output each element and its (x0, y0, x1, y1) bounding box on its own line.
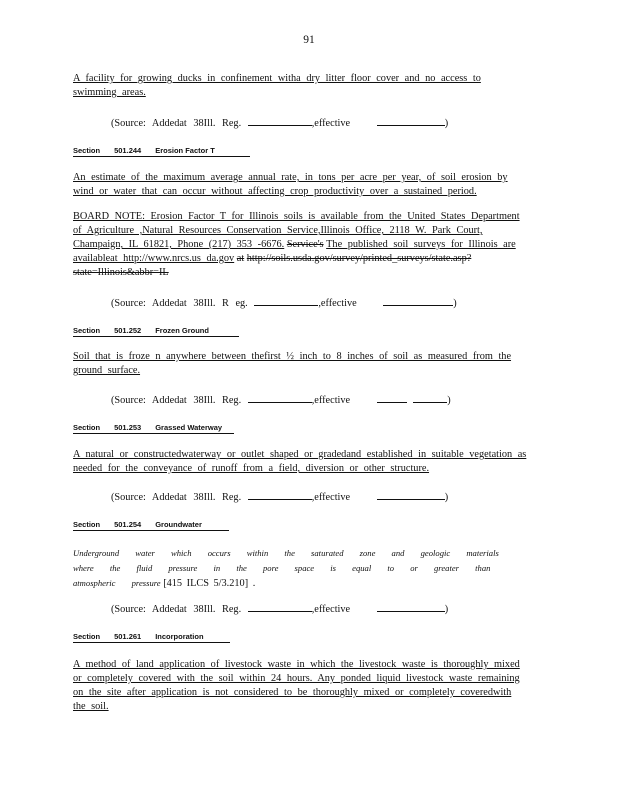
paragraph-duck-facility: A facility for growing ducks in confinement witha dry litter floor cover and no access to swimming areas. (73, 73, 481, 98)
source-line: (Source: Addedat 38Ill. Reg. ,effective ) (111, 118, 449, 129)
source-line: (Source: Addedat 38Ill. Reg. ,effective ) (111, 395, 451, 406)
board-note: BOARD NOTE: Erosion Factor T for Illinois soils is available from the United States Department of Agriculture ,Natural Resources Conservation Service,Illinois Office, 2118 W. Park Court, Champaign, IL 61821, Phone (217) 353 -6676. Service's The published soil surveys for Illinois are availableat http://www.nrcs.us da.gov at http://soils.usda.gov/survey/printed_surveys/state.asp?state=Illinois&abbr=IL (73, 211, 520, 278)
source-line: (Source: Addedat 38Ill. R eg. ,effective ) (111, 298, 457, 309)
source-line: (Source: Addedat 38Ill. Reg. ,effective ) (111, 604, 449, 615)
section-heading-incorporation: Section 501.261 Incorporation (73, 632, 218, 641)
definition-incorporation: A method of land application of livestock waste in which the livestock waste is thoroughly mixed or completely covered with the soil within 24 hours. Any ponded liquid livestock waste remaining on the site after application is not considered to be thoroughly mixed or completely coveredwith the soil. (73, 659, 520, 712)
section-heading-frozen-ground: Section 501.252 Frozen Ground (73, 326, 223, 335)
source-line: (Source: Addedat 38Ill. Reg. ,effective ) (111, 492, 449, 503)
section-heading-groundwater: Section 501.254 Groundwater (73, 520, 216, 529)
page-number: 91 (303, 34, 315, 46)
definition-frozen-ground: Soil that is froze n anywhere between thefirst ½ inch to 8 inches of soil as measured from the ground surface. (73, 351, 512, 376)
section-heading-erosion: Section 501.244 Erosion Factor T (73, 146, 229, 155)
definition-groundwater: Underground water which occurs within the saturated zone and geologic materials where the fluid pressure in the pore space is equal to or greater than atmospheric pressure [415 ILCS 5/3.210] . (73, 548, 499, 589)
definition-erosion-factor: An estimate of the maximum average annual rate, in tons per acre per year, of soil erosion by wind or water that can occur without affecting crop productivity over a sustained period. (73, 172, 508, 197)
definition-grassed-waterway: A natural or constructedwaterway or outlet shaped or gradedand established in suitable vegetation as needed for the conveyance of runoff from a field, diversion or other structure. (73, 449, 527, 474)
section-heading-grassed-waterway: Section 501.253 Grassed Waterway (73, 423, 236, 432)
